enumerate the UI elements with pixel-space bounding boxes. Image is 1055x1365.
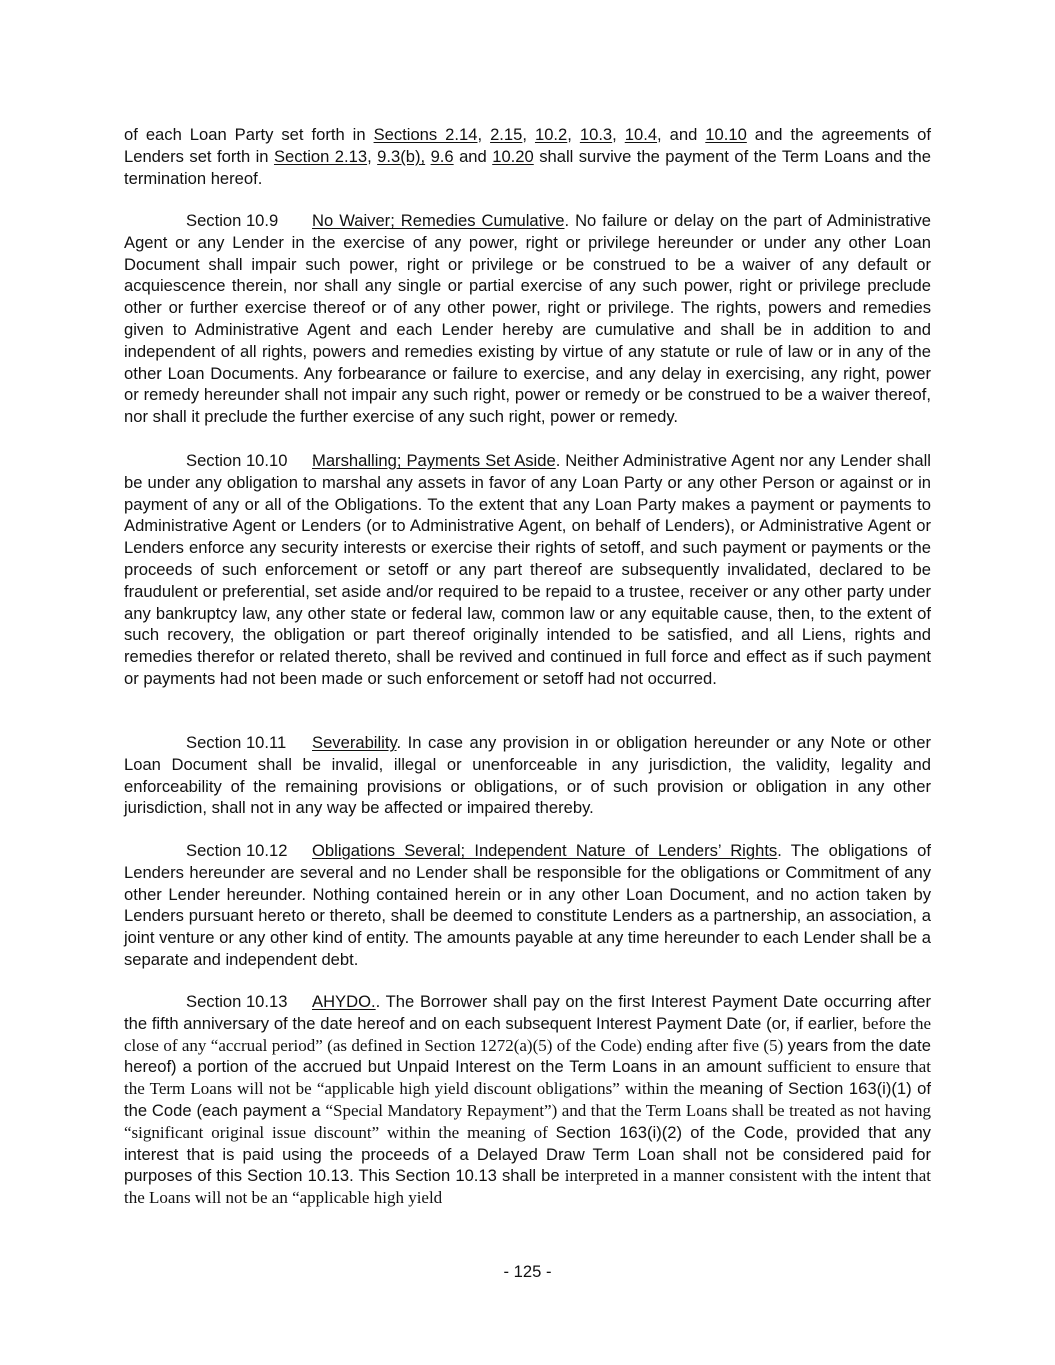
section-body: meaning of Section 163(i)(1) of the Code (each payment a: [124, 1079, 931, 1120]
section-body: Section 163(i)(2) of the Code, provided that any interest that is paid using the proceeds of a Delayed Draw Term Loan shall not be considered paid for purposes of this Section 10.13. This Section 10.13 shall be: [124, 1122, 931, 1186]
section-reference: 9.3(b),: [377, 146, 426, 166]
section-body: . In case any provision in or obligation hereunder or any Note or other Loan Document shall be invalid, illegal or unenforceable in any jurisdiction, the validity, legality and enforceability of the remaining provisions or obligations, or of such provision or obligation in any other jurisdiction, shall not in any way be affected or impaired thereby.: [124, 733, 931, 818]
section-reference: 10.2: [534, 125, 568, 144]
section-number: Section 10.12: [186, 841, 288, 860]
section-10-9: [124, 210, 931, 428]
section-reference: 10.4: [624, 125, 658, 144]
section-10-11: [124, 732, 931, 819]
section-reference: Sections 2.14: [373, 125, 478, 144]
section-body: . The obligations of Lenders hereunder are several and no Lender shall be responsible for the obligations or Commitment of any other Lender hereunder. Nothing contained herein or in any other Loan Document, and no action taken by Lenders pursuant hereto or thereto, shall be deemed to constitute Lenders as a partnership, an association, a joint venture or any other kind of entity. The amounts payable at any time hereunder to each Lender shall be a separate and independent debt.: [124, 841, 931, 969]
section-number: Section 10.10: [186, 451, 288, 470]
page-number: - 125 -: [503, 1262, 552, 1281]
section-10-12: [124, 840, 931, 971]
section-title: Obligations Several; Independent Nature of Lenders’ Rights: [312, 841, 778, 860]
section-reference: 10.10: [705, 125, 747, 144]
section-body: interpreted in a manner consistent with the intent that the Loans will not be an “applicable high yield: [124, 1166, 932, 1208]
section-reference: 9.6: [430, 146, 454, 166]
section-body: . No failure or delay on the part of Administrative Agent or any Lender in the exercise of any power, right or privilege hereunder or under any other Loan Document shall impair such power, right or privilege or be construed to be a waiver of any default or acquiescence therein, nor shall any single or partial exercise of any such power, right or privilege preclude other or further exercise thereof or of any other power, right or privilege. The rights, powers and remedies given to Administrative Agent and each Lender hereby are cumulative and shall be in addition to and independent of all rights, powers and remedies existing by virtue of any statute or rule of law or in any of the other Loan Documents. Any forbearance or failure to exercise, and any delay in exercising, any right, power or remedy hereunder shall not impair any such right, power or remedy or be construed to be a waiver thereof, nor shall it preclude the further exercise of any such right, power or remedy.: [124, 211, 931, 427]
section-body: “Special Mandatory Repayment”) and that the Term Loans shall be treated as not having “significant original issue discount” within the meaning of: [124, 1100, 931, 1142]
section-body: before the close of any “accrual period” (as defined in Section 1272(a)(5) of the Code) ending after five (5): [124, 1013, 931, 1055]
section-number: Section 10.9: [186, 211, 279, 230]
section-number: Section 10.11: [186, 733, 287, 752]
section-body: . The Borrower shall pay on the first Interest Payment Date occurring after the fifth anniversary of the date hereof and on each subsequent Interest Payment Date (or, if earlier,: [124, 992, 931, 1033]
section-body: sufficient to ensure that the Term Loans will not be “applicable high yield discount obligations” within the: [124, 1057, 931, 1099]
section-title: Severability: [312, 733, 397, 752]
section-reference: Section 2.13: [273, 146, 368, 166]
body-text: [124, 124, 931, 189]
section-10-10: [124, 450, 931, 690]
section-title: Marshalling; Payments Set Aside: [312, 451, 556, 470]
section-title: AHYDO.: [312, 992, 376, 1011]
section-number: Section 10.13: [186, 992, 288, 1011]
section-body: . Neither Administrative Agent nor any Lender shall be under any obligation to marshal any assets in favor of any Loan Party or any other Person or against or in payment of any or all of the Obligations. To the extent that any Loan Party makes a payment or payments to Administrative Agent or Lenders (or to Administrative Agent, on behalf of Lenders), or Administrative Agent or Lenders enforce any security interests or exercise their rights of setoff, and such payment or payments or the proceeds of such enforcement or setoff or any part thereof are subsequently invalidated, declared to be fraudulent or preferential, set aside and/or required to be repaid to a trustee, receiver or any other party under any bankruptcy law, any other state or federal law, common law or any equitable cause, then, to the extent of such recovery, the obligation or part thereof originally intended to be satisfied, and all Liens, rights and remedies therefor or related thereto, shall be revived and continued in full force and effect as if such payment or payments had not been made or such enforcement or setoff had not occurred.: [124, 451, 931, 688]
section-body: years from the date hereof) a portion of the accrued but Unpaid Interest on the Term Loans in an amount: [124, 1035, 931, 1077]
section-title: No Waiver; Remedies Cumulative: [312, 211, 565, 230]
continuation-paragraph: of each Loan Party set forth in Sections 2.14, 2.15, 10.2, 10.3, 10.4, and 10.10 and the agreements of Lenders set forth in Section 2.13, 9.3(b), 9.6 and 10.20 shall survive the payment of the Term Loans and the termination hereof.: [124, 125, 931, 188]
section-reference: 10.3: [579, 125, 613, 144]
section-reference: 10.20: [492, 146, 534, 166]
section-reference: 2.15: [490, 125, 523, 144]
section-10-13: [124, 991, 931, 1209]
